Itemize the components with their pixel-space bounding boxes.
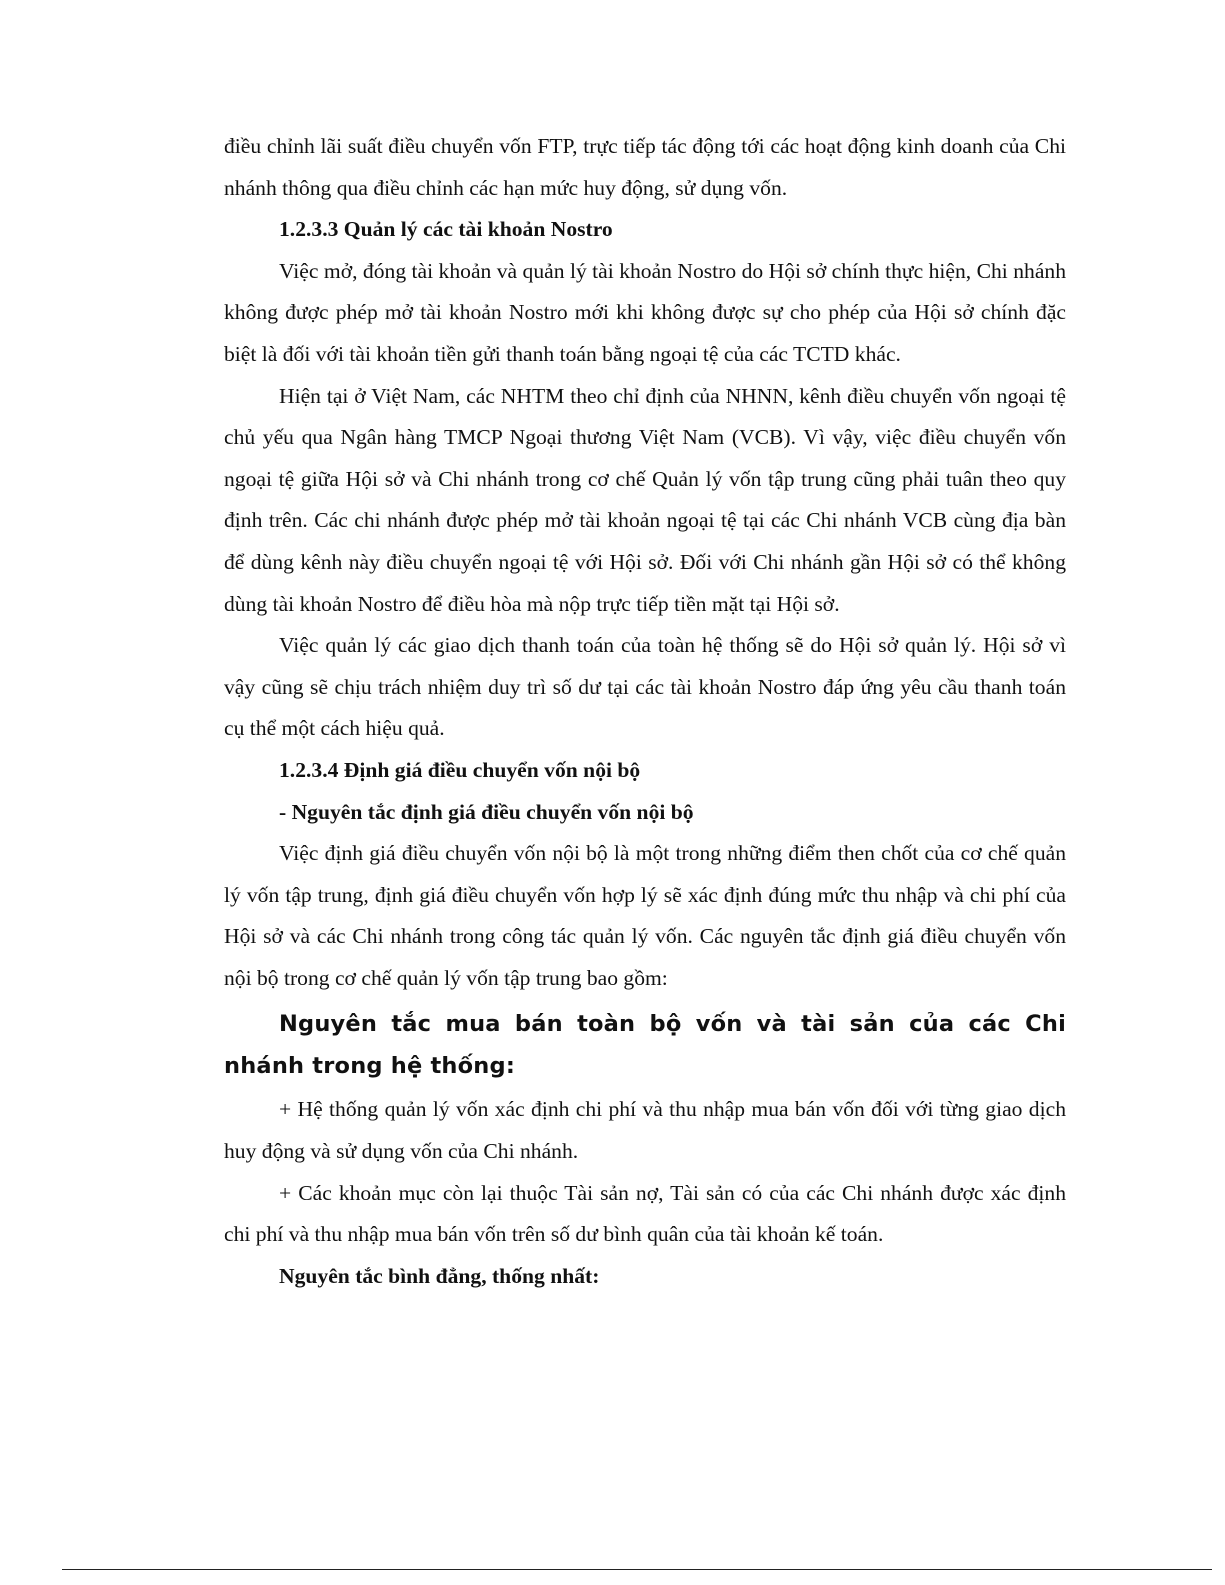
paragraph-pricing-intro: Việc định giá điều chuyển vốn nội bộ là một trong những điểm then chốt của cơ chế quản lý vốn tập trung, định giá điều chuyển vốn hợp lý sẽ xác định đúng mức thu nhập và chi phí của Hội sở và các Chi nhánh trong công tác quản lý vốn. Các nguyên tắc định giá điều chuyển vốn nội bộ trong cơ chế quản lý vốn tập trung bao gồm: — [224, 841, 1066, 990]
paragraph-continuation: điều chỉnh lãi suất điều chuyển vốn FTP, trực tiếp tác động tới các hoạt động kinh doanh của Chi nhánh thông qua điều chỉnh các hạn mức huy động, sử dụng vốn. — [224, 134, 1066, 200]
subheading-pricing-principles: - Nguyên tắc định giá điều chuyển vốn nội bộ — [279, 799, 694, 824]
section-heading-nostro: 1.2.3.3 Quản lý các tài khoản Nostro — [279, 217, 613, 242]
paragraph-nostro-accounts: Việc mở, đóng tài khoản và quản lý tài khoản Nostro do Hội sở chính thực hiện, Chi nhánh không được phép mở tài khoản Nostro mới khi không được sự cho phép của Hội sở chính đặc biệt là đối với tài khoản tiền gửi thanh toán bằng ngoại tệ của các TCTD khác. — [224, 258, 1066, 366]
page-bottom-divider — [62, 1569, 1212, 1570]
principle-heading-equality: Nguyên tắc bình đẳng, thống nhất: — [279, 1263, 600, 1288]
list-item-transaction-cost: + Hệ thống quản lý vốn xác định chi phí và thu nhập mua bán vốn đối với từng giao dịch huy động và sử dụng vốn của Chi nhánh. — [224, 1097, 1066, 1164]
principle-heading-buy-sell: Nguyên tắc mua bán toàn bộ vốn và tài sản của các Chi nhánh trong hệ thống: — [224, 1011, 1066, 1080]
document-page — [224, 126, 1066, 1297]
list-item-remaining-items: + Các khoản mục còn lại thuộc Tài sản nợ, Tài sản có của các Chi nhánh được xác định chi phí và thu nhập mua bán vốn trên số dư bình quân của tài khoản kế toán. — [224, 1180, 1066, 1247]
section-heading-transfer-pricing: 1.2.3.4 Định giá điều chuyển vốn nội bộ — [279, 757, 641, 782]
paragraph-payment-management: Việc quản lý các giao dịch thanh toán của toàn hệ thống sẽ do Hội sở quản lý. Hội sở vì vậy cũng sẽ chịu trách nhiệm duy trì số dư tại các tài khoản Nostro đáp ứng yêu cầu thanh toán cụ thể một cách hiệu quả. — [224, 633, 1066, 741]
paragraph-foreign-currency: Hiện tại ở Việt Nam, các NHTM theo chỉ định của NHNN, kênh điều chuyển vốn ngoại tệ chủ yếu qua Ngân hàng TMCP Ngoại thương Việt Nam (VCB). Vì vậy, việc điều chuyển vốn ngoại tệ giữa Hội sở và Chi nhánh trong cơ chế Quản lý vốn tập trung cũng phải tuân theo quy định trên. Các chi nhánh được phép mở tài khoản ngoại tệ tại các Chi nhánh VCB cùng địa bàn để dùng kênh này điều chuyển ngoại tệ với Hội sở. Đối với Chi nhánh gần Hội sở có thể không dùng tài khoản Nostro để điều hòa mà nộp trực tiếp tiền mặt tại Hội sở. — [224, 383, 1066, 616]
